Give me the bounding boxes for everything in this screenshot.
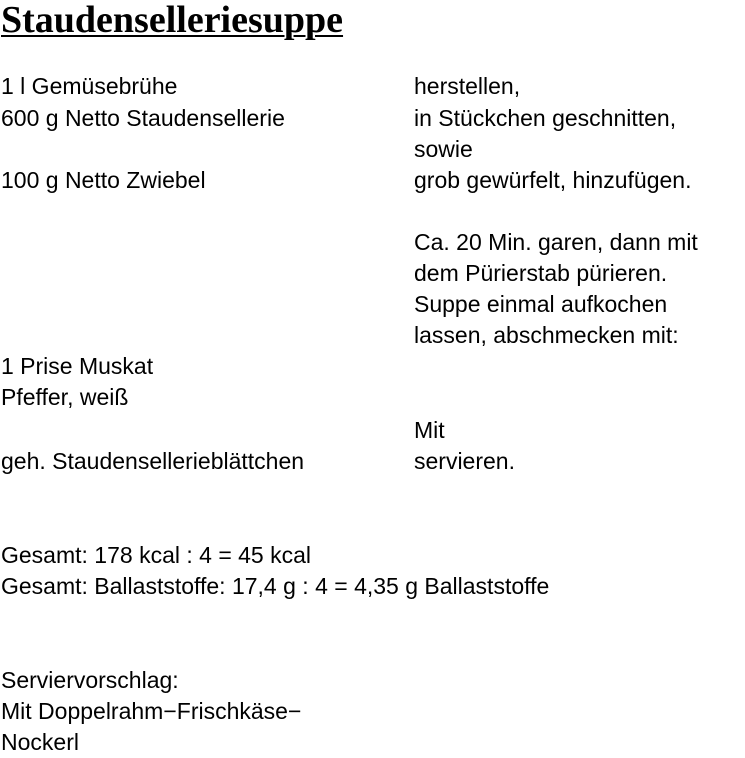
instruction-line: lassen, abschmecken mit: <box>414 322 679 348</box>
instruction-line: in Stückchen geschnitten, <box>414 105 677 131</box>
ingredient-broth: 1 l Gemüsebrühe <box>1 73 178 99</box>
ingredient-onion: 100 g Netto Zwiebel <box>1 167 206 193</box>
instruction-line: Mit <box>414 417 445 443</box>
ingredient-celery: 600 g Netto Staudensellerie <box>1 105 285 131</box>
ingredient-nutmeg: 1 Prise Muskat <box>1 353 154 379</box>
ingredient-pepper: Pfeffer, weiß <box>1 384 129 410</box>
nutrition-fiber: Gesamt: Ballaststoffe: 17,4 g : 4 = 4,35 g Ballaststoffe <box>1 573 550 599</box>
instruction-line: Suppe einmal aufkochen <box>414 291 668 317</box>
serving-suggestion: Nockerl <box>1 729 79 755</box>
instruction-line: servieren. <box>414 448 515 474</box>
serving-heading: Serviervorschlag: <box>1 667 179 693</box>
instruction-line: dem Pürierstab pürieren. <box>414 260 668 286</box>
instruction-line: sowie <box>414 136 473 162</box>
serving-suggestion: Mit Doppelrahm−Frischkäse− <box>1 698 302 724</box>
recipe-title: Staudenselleriesuppe <box>1 0 344 41</box>
ingredient-leaves: geh. Staudensellerieblättchen <box>1 448 305 474</box>
instruction-line: herstellen, <box>414 73 521 99</box>
instruction-line: Ca. 20 Min. garen, dann mit <box>414 229 698 255</box>
instruction-line: grob gewürfelt, hinzufügen. <box>414 167 692 193</box>
nutrition-kcal: Gesamt: 178 kcal : 4 = 45 kcal <box>1 542 312 568</box>
